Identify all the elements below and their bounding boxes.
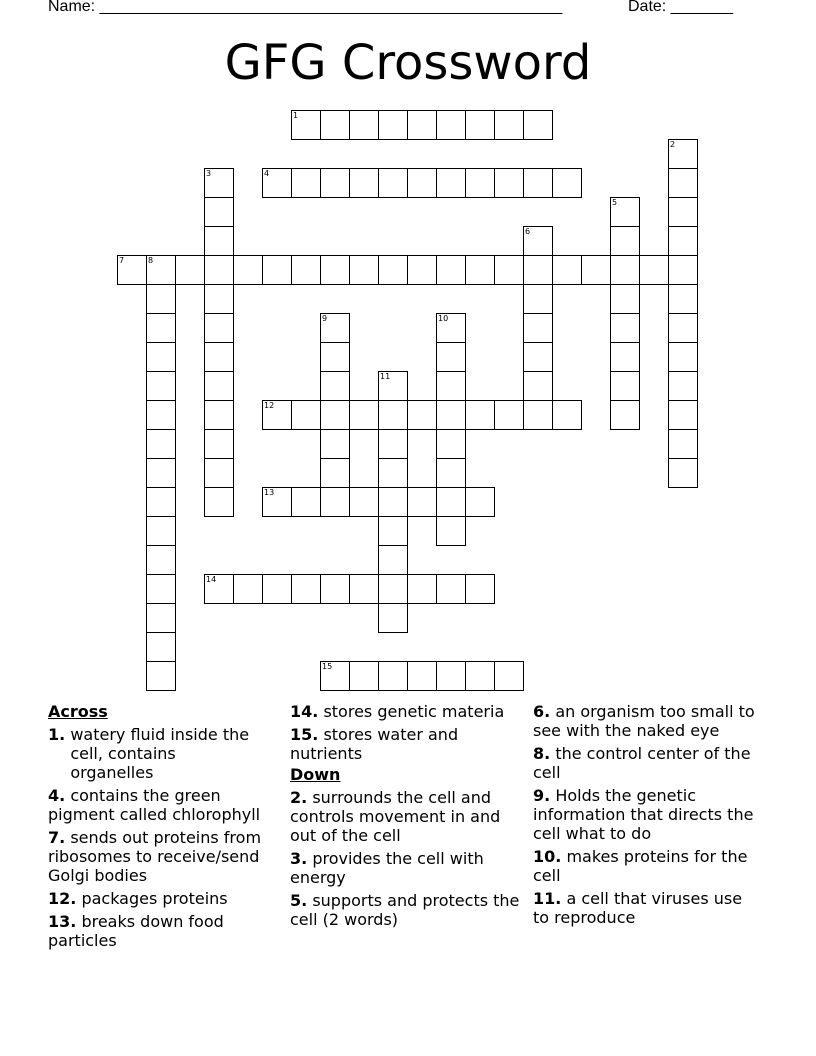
grid-cell[interactable] xyxy=(320,110,350,140)
grid-cell[interactable] xyxy=(233,255,263,285)
grid-cell[interactable] xyxy=(146,400,176,430)
across-clue: 7. sends out proteins from ribosomes to receive/send Golgi bodies xyxy=(48,828,262,885)
grid-cell[interactable] xyxy=(494,400,524,430)
across-clue: 13. breaks down food particles xyxy=(48,912,224,950)
clue-number: 11 xyxy=(380,372,391,381)
clue-column-2 xyxy=(290,702,528,933)
grid-cell[interactable] xyxy=(291,487,321,517)
grid-cell[interactable] xyxy=(378,400,408,430)
grid-cell[interactable] xyxy=(378,110,408,140)
grid-cell[interactable] xyxy=(668,458,698,488)
grid-cell[interactable] xyxy=(407,574,437,604)
grid-cell[interactable] xyxy=(523,110,553,140)
grid-cell[interactable] xyxy=(320,400,350,430)
grid-cell[interactable] xyxy=(146,574,176,604)
grid-cell[interactable] xyxy=(320,458,350,488)
grid-cell[interactable] xyxy=(407,255,437,285)
grid-cell[interactable] xyxy=(262,574,292,604)
clue-number: 13 xyxy=(264,488,275,497)
grid-cell[interactable] xyxy=(523,226,553,256)
grid-cell[interactable] xyxy=(204,226,234,256)
grid-cell[interactable] xyxy=(436,574,466,604)
grid-cell[interactable] xyxy=(523,342,553,372)
grid-cell[interactable] xyxy=(668,429,698,459)
grid-cell[interactable] xyxy=(204,574,234,604)
grid-cell[interactable] xyxy=(204,371,234,401)
grid-cell[interactable] xyxy=(552,255,582,285)
grid-cell[interactable] xyxy=(668,313,698,343)
grid-cell[interactable] xyxy=(378,255,408,285)
grid-cell[interactable] xyxy=(146,284,176,314)
grid-cell[interactable] xyxy=(581,255,611,285)
grid-cell[interactable] xyxy=(349,255,379,285)
grid-cell[interactable] xyxy=(146,516,176,546)
clue-number: 6 xyxy=(525,227,531,236)
grid-cell[interactable] xyxy=(204,458,234,488)
clue-number: 8 xyxy=(148,256,154,265)
down-clue: 3. provides the cell with energy xyxy=(290,849,484,887)
clue-number: 15 xyxy=(322,662,333,671)
grid-cell[interactable] xyxy=(378,603,408,633)
grid-cell[interactable] xyxy=(349,400,379,430)
grid-cell[interactable] xyxy=(494,168,524,198)
grid-cell[interactable] xyxy=(407,400,437,430)
grid-cell[interactable] xyxy=(436,458,466,488)
grid-cell[interactable] xyxy=(494,110,524,140)
grid-cell[interactable] xyxy=(146,632,176,662)
down-heading: Down xyxy=(290,765,341,784)
grid-cell[interactable] xyxy=(436,516,466,546)
grid-cell[interactable] xyxy=(204,284,234,314)
grid-cell[interactable] xyxy=(262,168,292,198)
down-clue: 11. a cell that viruses use to reproduce xyxy=(533,889,743,927)
grid-cell[interactable] xyxy=(552,400,582,430)
grid-cell[interactable] xyxy=(668,284,698,314)
grid-cell[interactable] xyxy=(407,168,437,198)
clue-number: 9 xyxy=(322,314,328,323)
clue-number: 3 xyxy=(206,169,212,178)
grid-cell[interactable] xyxy=(320,313,350,343)
grid-cell[interactable] xyxy=(320,429,350,459)
grid-cell[interactable] xyxy=(291,400,321,430)
grid-cell[interactable] xyxy=(407,487,437,517)
clue-number: 2 xyxy=(670,140,676,149)
grid-cell[interactable] xyxy=(668,342,698,372)
grid-cell[interactable] xyxy=(349,661,379,691)
grid-cell[interactable] xyxy=(668,197,698,227)
grid-cell[interactable] xyxy=(436,487,466,517)
grid-cell[interactable] xyxy=(465,255,495,285)
grid-cell[interactable] xyxy=(320,661,350,691)
grid-cell[interactable] xyxy=(668,139,698,169)
grid-cell[interactable] xyxy=(262,487,292,517)
grid-cell[interactable] xyxy=(175,255,205,285)
grid-cell[interactable] xyxy=(436,168,466,198)
grid-cell[interactable] xyxy=(523,168,553,198)
grid-cell[interactable] xyxy=(117,255,147,285)
grid-cell[interactable] xyxy=(291,168,321,198)
grid-cell[interactable] xyxy=(378,574,408,604)
down-clue: 8. the control center of the cell xyxy=(533,744,751,782)
grid-cell[interactable] xyxy=(378,516,408,546)
grid-cell[interactable] xyxy=(436,429,466,459)
grid-cell[interactable] xyxy=(146,371,176,401)
grid-cell[interactable] xyxy=(291,255,321,285)
grid-cell[interactable] xyxy=(320,371,350,401)
grid-cell[interactable] xyxy=(436,400,466,430)
grid-cell[interactable] xyxy=(436,255,466,285)
grid-cell[interactable] xyxy=(378,429,408,459)
grid-cell[interactable] xyxy=(349,487,379,517)
grid-cell[interactable] xyxy=(204,197,234,227)
grid-cell[interactable] xyxy=(436,342,466,372)
grid-cell[interactable] xyxy=(320,168,350,198)
grid-cell[interactable] xyxy=(146,458,176,488)
grid-cell[interactable] xyxy=(465,168,495,198)
across-clue: 1. watery fluid inside the cell, contains organelles xyxy=(48,725,250,782)
grid-cell[interactable] xyxy=(349,168,379,198)
down-clue: 5. supports and protects the cell (2 words) xyxy=(290,891,520,929)
grid-cell[interactable] xyxy=(146,313,176,343)
across-clue: 14. stores genetic materia xyxy=(290,702,505,721)
across-clue: 4. contains the green pigment called chlorophyll xyxy=(48,786,261,824)
grid-cell[interactable] xyxy=(436,110,466,140)
grid-cell[interactable] xyxy=(668,255,698,285)
grid-cell[interactable] xyxy=(668,371,698,401)
grid-cell[interactable] xyxy=(407,110,437,140)
grid-cell[interactable] xyxy=(146,255,176,285)
grid-cell[interactable] xyxy=(523,371,553,401)
grid-cell[interactable] xyxy=(146,487,176,517)
clue-number: 7 xyxy=(119,256,125,265)
grid-cell[interactable] xyxy=(407,661,437,691)
grid-cell[interactable] xyxy=(639,255,669,285)
across-clue: 12. packages proteins xyxy=(48,889,228,908)
grid-cell[interactable] xyxy=(291,110,321,140)
grid-cell[interactable] xyxy=(610,342,640,372)
grid-cell[interactable] xyxy=(349,110,379,140)
across-heading: Across xyxy=(48,702,108,721)
grid-cell[interactable] xyxy=(436,371,466,401)
grid-cell[interactable] xyxy=(668,168,698,198)
grid-cell[interactable] xyxy=(291,574,321,604)
grid-cell[interactable] xyxy=(204,168,234,198)
clue-column-1 xyxy=(48,702,288,954)
grid-cell[interactable] xyxy=(204,255,234,285)
grid-cell[interactable] xyxy=(349,574,379,604)
name-field[interactable]: Name: ____________________________________________________ xyxy=(48,0,563,15)
down-clue: 6. an organism too small to see with the naked eye xyxy=(533,702,755,740)
grid-cell[interactable] xyxy=(610,313,640,343)
grid-cell[interactable] xyxy=(146,545,176,575)
grid-cell[interactable] xyxy=(378,371,408,401)
grid-cell[interactable] xyxy=(552,168,582,198)
grid-cell[interactable] xyxy=(610,284,640,314)
grid-cell[interactable] xyxy=(378,168,408,198)
grid-cell[interactable] xyxy=(610,226,640,256)
grid-cell[interactable] xyxy=(204,313,234,343)
grid-cell[interactable] xyxy=(465,574,495,604)
grid-cell[interactable] xyxy=(610,197,640,227)
grid-cell[interactable] xyxy=(320,574,350,604)
grid-cell[interactable] xyxy=(378,458,408,488)
down-clue: 2. surrounds the cell and controls movement in and out of the cell xyxy=(290,788,501,845)
grid-cell[interactable] xyxy=(668,226,698,256)
grid-cell[interactable] xyxy=(610,255,640,285)
grid-cell[interactable] xyxy=(204,342,234,372)
grid-cell[interactable] xyxy=(146,661,176,691)
grid-cell[interactable] xyxy=(465,400,495,430)
clue-number: 14 xyxy=(206,575,217,584)
grid-cell[interactable] xyxy=(523,400,553,430)
grid-cell[interactable] xyxy=(494,661,524,691)
clue-number: 1 xyxy=(293,111,299,120)
grid-cell[interactable] xyxy=(465,487,495,517)
grid-cell[interactable] xyxy=(262,255,292,285)
grid-cell[interactable] xyxy=(436,313,466,343)
grid-cell[interactable] xyxy=(262,400,292,430)
grid-cell[interactable] xyxy=(436,661,466,691)
grid-cell[interactable] xyxy=(494,255,524,285)
grid-cell[interactable] xyxy=(465,661,495,691)
grid-cell[interactable] xyxy=(378,661,408,691)
clue-number: 12 xyxy=(264,401,275,410)
grid-cell[interactable] xyxy=(610,371,640,401)
grid-cell[interactable] xyxy=(204,487,234,517)
grid-cell[interactable] xyxy=(523,284,553,314)
grid-cell[interactable] xyxy=(523,313,553,343)
grid-cell[interactable] xyxy=(320,487,350,517)
clue-column-3 xyxy=(533,702,763,931)
grid-cell[interactable] xyxy=(233,574,263,604)
grid-cell[interactable] xyxy=(320,342,350,372)
down-clue: 9. Holds the genetic information that directs the cell what to do xyxy=(533,786,754,843)
grid-cell[interactable] xyxy=(320,255,350,285)
grid-cell[interactable] xyxy=(204,400,234,430)
grid-cell[interactable] xyxy=(668,400,698,430)
grid-cell[interactable] xyxy=(146,603,176,633)
clue-number: 4 xyxy=(264,169,270,178)
grid-cell[interactable] xyxy=(465,110,495,140)
grid-cell[interactable] xyxy=(146,429,176,459)
clue-number: 10 xyxy=(438,314,449,323)
grid-cell[interactable] xyxy=(523,255,553,285)
clue-number: 5 xyxy=(612,198,618,207)
across-clue: 15. stores water and nutrients xyxy=(290,725,459,763)
grid-cell[interactable] xyxy=(204,429,234,459)
grid-cell[interactable] xyxy=(378,545,408,575)
date-field[interactable]: Date: _______ xyxy=(628,0,733,15)
puzzle-title: GFG Crossword xyxy=(224,35,592,91)
down-clue: 10. makes proteins for the cell xyxy=(533,847,748,885)
grid-cell[interactable] xyxy=(378,487,408,517)
grid-cell[interactable] xyxy=(146,342,176,372)
grid-cell[interactable] xyxy=(610,400,640,430)
